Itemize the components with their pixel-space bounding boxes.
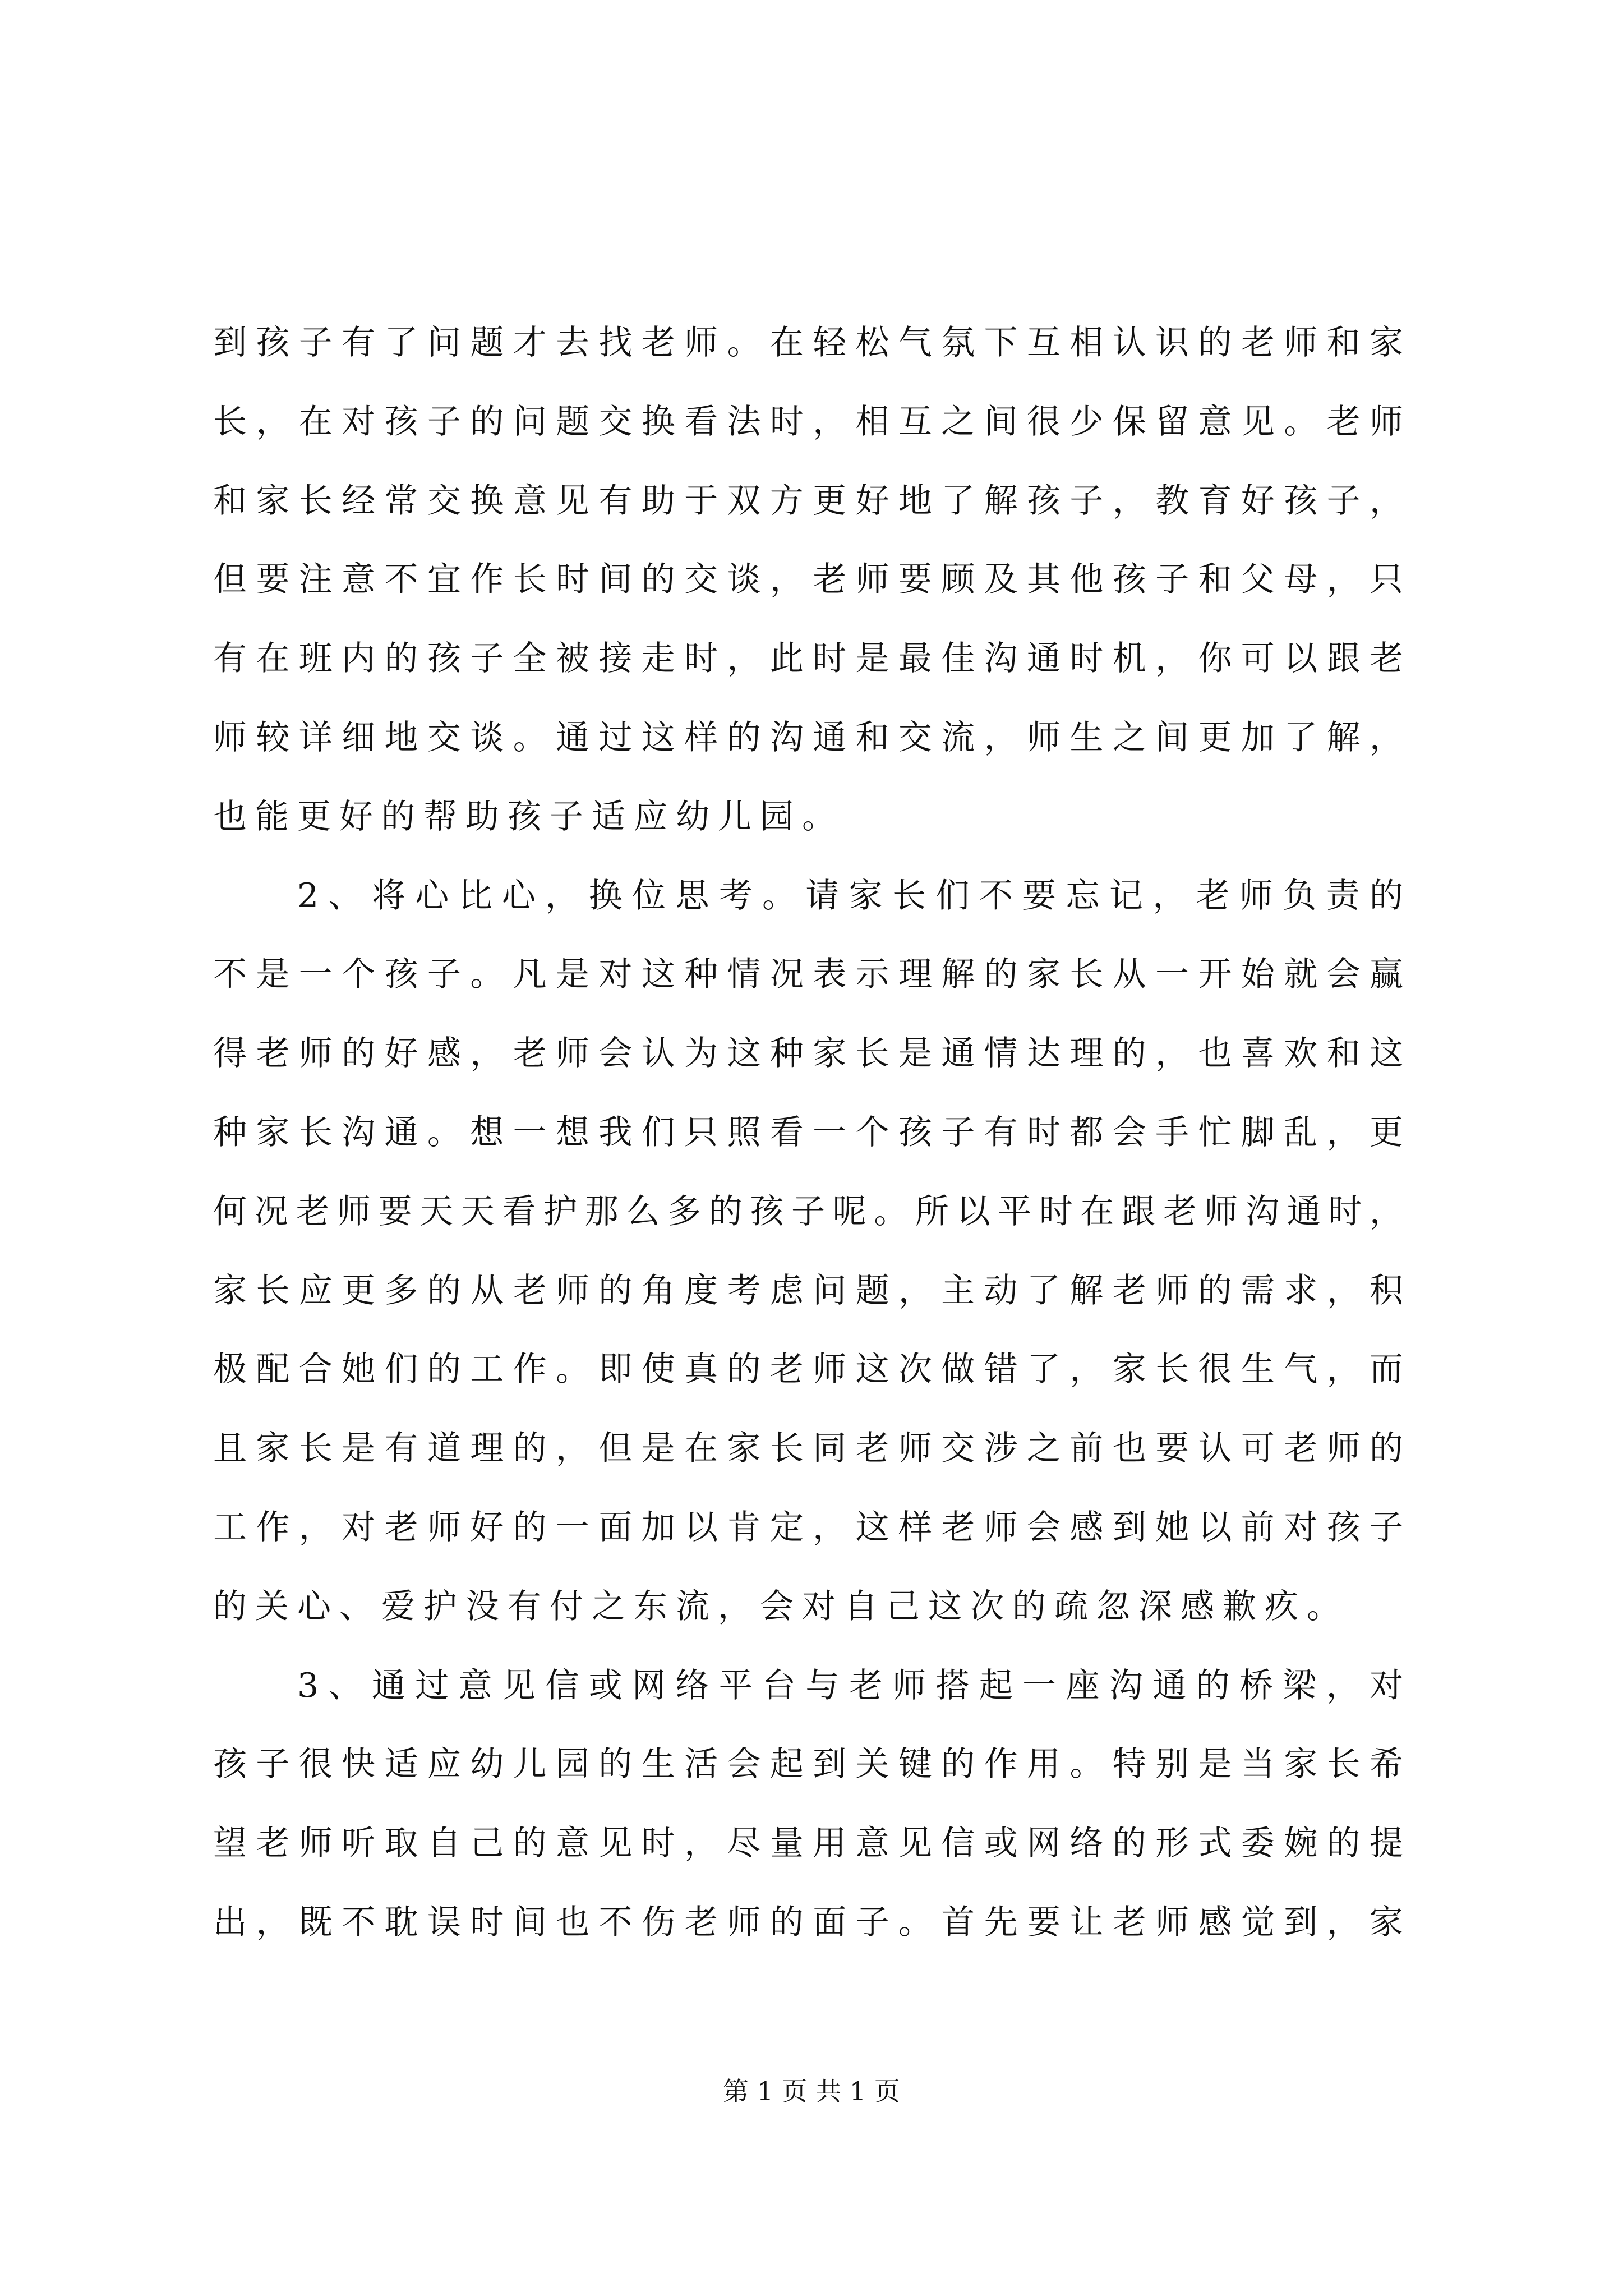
text-line: 和家长经常交换意见有助于双方更好地了解孩子，教育好孩子，: [213, 481, 1405, 521]
text-line: 种家长沟通。想一想我们只照看一个孩子有时都会手忙脚乱，更: [213, 1112, 1405, 1152]
text-line: 孩子很快适应幼儿园的生活会起到关键的作用。特别是当家长希: [213, 1745, 1405, 1784]
text-line: 3、通过意见信或网络平台与老师搭起一座沟通的桥梁，对: [297, 1665, 1405, 1705]
text-line: 也能更好的帮助孩子适应幼儿园。: [213, 797, 844, 836]
text-line: 到孩子有了问题才去找老师。在轻松气氛下互相认识的老师和家: [213, 323, 1405, 362]
text-line: 2、将心比心，换位思考。请家长们不要忘记，老师负责的: [297, 876, 1405, 915]
document-body: [213, 303, 1405, 1962]
text-line: 工作，对老师好的一面加以肯定，这样老师会感到她以前对孩子: [213, 1507, 1405, 1547]
page-footer: 第 1 页 共 1 页: [723, 2076, 900, 2106]
text-line: 且家长是有道理的，但是在家长同老师交涉之前也要认可老师的: [213, 1429, 1405, 1469]
text-line: 何况老师要天天看护那么多的孩子呢。所以平时在跟老师沟通时，: [213, 1191, 1405, 1231]
text-line: 出，既不耽误时间也不伤老师的面子。首先要让老师感觉到，家: [213, 1902, 1405, 1942]
paragraph: [213, 1646, 1405, 1962]
text-line: 不是一个孩子。凡是对这种情况表示理解的家长从一开始就会赢: [213, 955, 1405, 995]
text-line: 得老师的好感，老师会认为这种家长是通情达理的，也喜欢和这: [213, 1034, 1405, 1074]
text-line: 师较详细地交谈。通过这样的沟通和交流，师生之间更加了解，: [213, 717, 1405, 757]
paragraph: [213, 303, 1405, 857]
text-line: 的关心、爱护没有付之东流，会对自己这次的疏忽深感歉疚。: [213, 1586, 1349, 1626]
text-line: 望老师听取自己的意见时，尽量用意见信或网络的形式委婉的提: [213, 1824, 1405, 1864]
text-line: 家长应更多的从老师的角度考虑问题，主动了解老师的需求，积: [213, 1271, 1405, 1310]
text-line: 长，在对孩子的问题交换看法时，相互之间很少保留意见。老师: [213, 402, 1405, 441]
paragraph: [213, 857, 1405, 1646]
text-line: 极配合她们的工作。即使真的老师这次做错了，家长很生气，而: [213, 1350, 1405, 1389]
text-line: 但要注意不宜作长时间的交谈，老师要顾及其他孩子和父母，只: [213, 560, 1405, 600]
text-line: 有在班内的孩子全被接走时，此时是最佳沟通时机，你可以跟老: [213, 639, 1405, 679]
